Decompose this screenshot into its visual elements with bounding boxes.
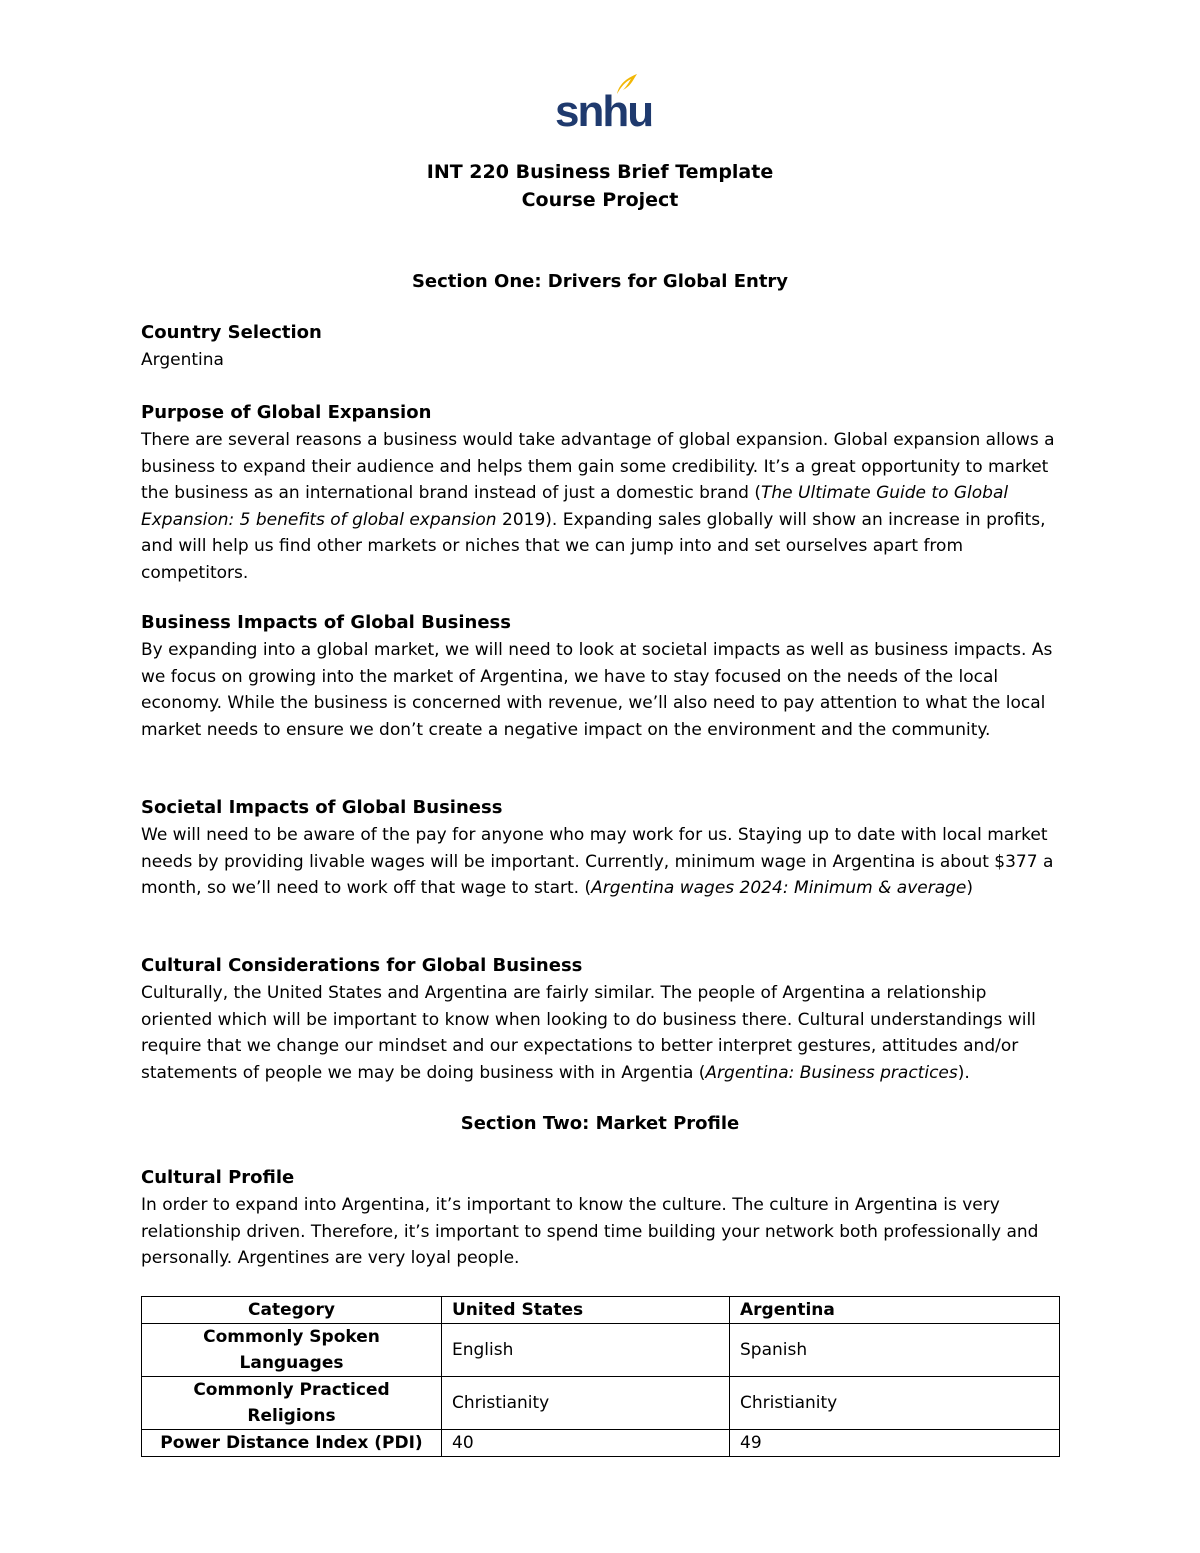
document-subtitle: Course Project: [521, 189, 679, 211]
cultural-profile-table: [141, 1296, 1060, 1457]
cultural-profile-paragraph: In order to expand into Argentina, it’s important to know the culture. The culture in Argentina is very relationship driven. Therefore, it’s important to spend time building your network both professionally and personally. Argentines are very loyal people.: [141, 1195, 1039, 1268]
business-impacts-section: [141, 609, 1061, 743]
purpose-heading: Purpose of Global Expansion: [141, 402, 432, 423]
business-impacts-paragraph: By expanding into a global market, we will need to look at societal impacts as well as business impacts. As we focus on growing into the market of Argentina, we have to stay focused on the needs of the local economy. While the business is concerned with revenue, we’ll also need to pay attention to what the local market needs to ensure we don’t create a negative impact on the environment and the community.: [141, 640, 1053, 740]
cultural-considerations-section: [141, 952, 1061, 1086]
societal-citation: Argentina wages 2024: Minimum & average: [591, 878, 967, 898]
table-header-row: [142, 1297, 1060, 1324]
table-header-cell: United States: [442, 1297, 730, 1324]
table-cell: Spanish: [730, 1324, 1060, 1377]
snhu-logo: [555, 70, 653, 140]
document-title: INT 220 Business Brief Template: [426, 161, 774, 183]
table-header-cell: Argentina: [730, 1297, 1060, 1324]
section-two-title: Section Two: Market Profile: [460, 1113, 740, 1134]
table-cell: 40: [442, 1430, 730, 1457]
cultural-profile-heading: Cultural Profile: [141, 1167, 295, 1188]
table-cell: Christianity: [730, 1377, 1060, 1430]
business-impacts-heading: Business Impacts of Global Business: [141, 612, 511, 633]
table-header-cell: Category: [142, 1297, 442, 1324]
table-row: [142, 1324, 1060, 1377]
purpose-text-b: 2019). Expanding sales globally will show an increase in profits, and will help us find other markets or niches that we can jump into and set ourselves apart from competitors.: [141, 509, 1046, 583]
section-one-title: Section One: Drivers for Global Entry: [411, 271, 789, 292]
cultural-citation: Argentina: Business practices: [705, 1062, 958, 1083]
table-cell: Christianity: [442, 1377, 730, 1430]
table-cell: 49: [730, 1430, 1060, 1457]
cultural-text-a: Culturally, the United States and Argentina are fairly similar. The people of Argentina a relationship oriented which will be important to know when looking to do business there. Cultural understandings will require that we change our mindset and our expectations to better interpret gestures, attitudes and/or statements of people we may be doing business with in Argentia (: [141, 983, 1036, 1083]
societal-impacts-paragraph: [141, 822, 1061, 902]
country-selection-heading: Country Selection: [141, 322, 322, 343]
societal-impacts-heading: Societal Impacts of Global Business: [141, 797, 503, 818]
cultural-profile-section: [141, 1164, 1061, 1272]
table-row-label: Power Distance Index (PDI): [142, 1430, 442, 1457]
cultural-text-b: ).: [957, 1062, 970, 1083]
country-selection: [141, 319, 1061, 374]
table-cell: English: [442, 1324, 730, 1377]
table-row: [142, 1430, 1060, 1457]
table-row-label: Commonly Practiced Religions: [142, 1377, 442, 1430]
societal-text-b: ): [966, 878, 974, 898]
purpose-text-a: There are several reasons a business would take advantage of global expansion. Global expansion allows a business to expand their audience and helps them gain some credibility. It’s a great opportunity to market the business as an international brand instead of just a domestic brand (: [141, 430, 1055, 503]
societal-impacts-section: [141, 794, 1061, 902]
societal-text-a: We will need to be aware of the pay for anyone who may work for us. Staying up to date with local market needs by providing livable wages will be important. Currently, minimum wage in Argentina is about $377 a month, so we’ll need to work off that wage to start. (: [141, 825, 1054, 898]
table-row: [142, 1377, 1060, 1430]
table-row-label: Commonly Spoken Languages: [142, 1324, 442, 1377]
country-selection-text: Argentina: [141, 350, 224, 370]
purpose-citation: The Ultimate Guide to Global Expansion: 5 benefits of global expansion: [141, 483, 1009, 530]
logo-wordmark: snhu: [555, 87, 653, 136]
purpose-paragraph: [141, 427, 1061, 586]
cultural-considerations-heading: Cultural Considerations for Global Business: [141, 955, 583, 976]
purpose-section: [141, 399, 1061, 586]
cultural-considerations-paragraph: [141, 980, 1061, 1086]
